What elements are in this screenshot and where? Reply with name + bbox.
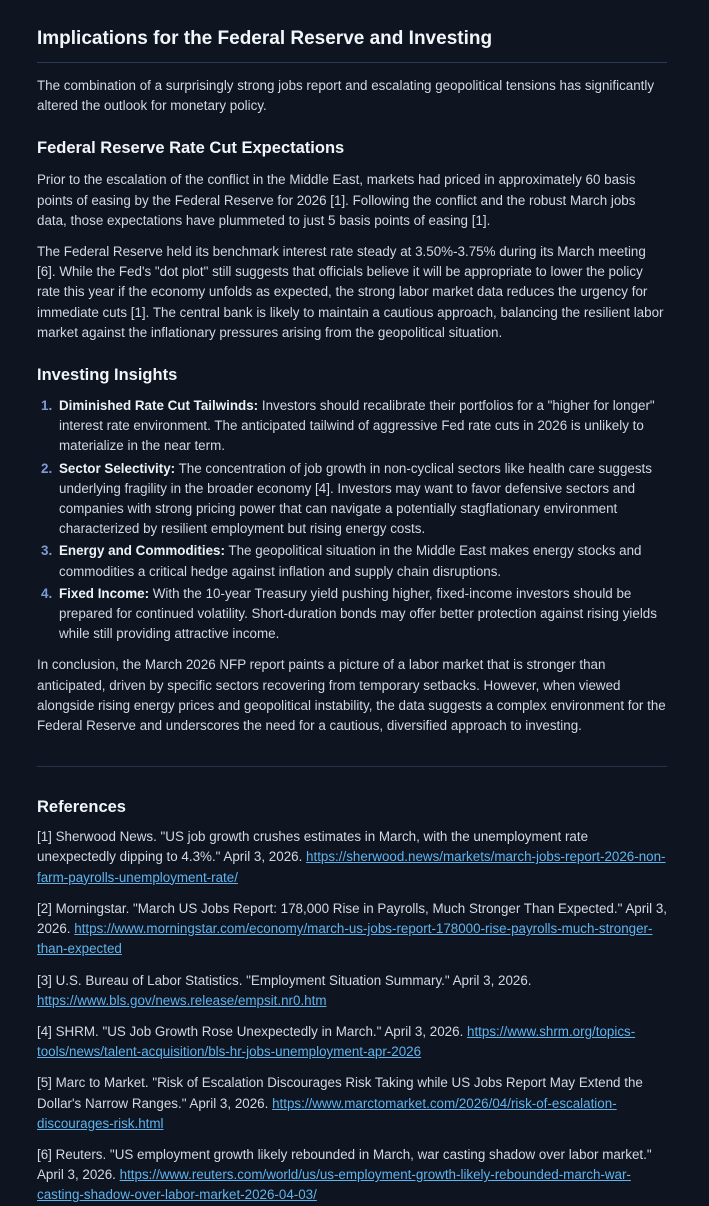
reference-item (37, 971, 667, 1011)
section-divider (37, 766, 667, 767)
reference-item (37, 899, 667, 960)
reference-text: [5] Marc to Market. "Risk of Escalation Discourages Risk Taking while US Jobs Report May Extend the Dollar's Narrow Ranges." April 3, 2026. (37, 1075, 643, 1111)
insight-title: Diminished Rate Cut Tailwinds: (59, 398, 259, 414)
list-number: 1. (41, 398, 53, 414)
reference-text: [1] Sherwood News. "US job growth crushes estimates in March, with the unemployment rate unexpectedly dipping to 4.3%." April 3, 2026. (37, 829, 589, 865)
reference-item (37, 1022, 667, 1062)
reference-link[interactable]: https://www.reuters.com/world/us/us-employment-growth-likely-rebounded-march-war-casting-shadow-over-labor-market-2026-04-03/ (37, 1167, 631, 1203)
insight-title: Fixed Income: (59, 585, 150, 601)
list-number: 3. (41, 543, 53, 559)
insight-text: Investors should recalibrate their portfolios for a "higher for longer" interest rate environment. The anticipated tailwind of aggressive Fed rate cuts in 2026 is unlikely to materialize in the near term. (59, 398, 655, 454)
reference-text: [2] Morningstar. "March US Jobs Report: 178,000 Rise in Payrolls, Much Stronger Than Expected." April 3, 2026. (37, 900, 667, 937)
reference-link[interactable]: https://www.shrm.org/topics-tools/news/talent-acquisition/bls-hr-jobs-unemployment-apr-2026 (37, 1023, 636, 1060)
references-list (37, 827, 667, 1205)
reference-item (37, 827, 667, 888)
insights-list (37, 396, 667, 644)
reference-item (37, 1073, 667, 1134)
reference-text: [4] SHRM. "US Job Growth Rose Unexpectedly in March." April 3, 2026. (37, 1023, 468, 1039)
insight-text: The geopolitical situation in the Middle East makes energy stocks and commodities a critical hedge against inflation and supply chain disruptions. (59, 543, 642, 579)
conclusion-paragraph: In conclusion, the March 2026 NFP report paints a picture of a labor market that is stronger than anticipated, driven by specific sectors recovering from temporary setbacks. However, when viewed alongside rising energy prices and geopolitical instability, the data suggests a complex environment for the Federal Reserve and underscores the need for a cautious, diversified approach to investing. (37, 657, 666, 734)
investing-insights-heading: Investing Insights (37, 366, 178, 385)
reference-link[interactable]: https://www.marctomarket.com/2026/04/risk-of-escalation-discourages-risk.html (37, 1095, 617, 1131)
list-item (37, 584, 667, 645)
reference-link[interactable]: https://www.bls.gov/news.release/empsit.nr0.htm (37, 992, 327, 1008)
insight-text: With the 10-year Treasury yield pushing higher, fixed-income investors should be prepared for continued volatility. Short-duration bonds may offer better protection against rising yields while still providing attractive income. (59, 585, 657, 642)
reference-text: [3] U.S. Bureau of Labor Statistics. "Employment Situation Summary." April 3, 2026. (37, 972, 532, 988)
insight-text: The concentration of job growth in non-cyclical sectors like health care suggests underlying fragility in the broader economy [4]. Investors may want to favor defensive sectors and companies with strong pricing power that can navigate a potentially stagflationary environment characterized by resilient employment but rising energy costs. (59, 460, 652, 537)
fed-rate-heading: Federal Reserve Rate Cut Expectations (37, 139, 345, 158)
list-number: 4. (41, 585, 53, 601)
references-heading: References (37, 798, 126, 817)
reference-item (37, 1145, 667, 1206)
fed-paragraph-2: The Federal Reserve held its benchmark interest rate steady at 3.50%-3.75% during its March meeting [6]. While the Fed's "dot plot" still suggests that officials believe it will be appropriate to lower the policy rate this year if the economy unfolds as expected, the strong labor market data reduces the urgency for immediate cuts [1]. The central bank is likely to maintain a cautious approach, balancing the resilient labor market against the inflationary pressures arising from the geopolitical situation. (37, 244, 664, 340)
list-item (37, 459, 667, 540)
fed-paragraph-1: Prior to the escalation of the conflict in the Middle East, markets had priced in approximately 60 basis points of easing by the Federal Reserve for 2026 [1]. Following the conflict and the robust March jobs data, those expectations have plummeted to just 5 basis points of easing [1]. (37, 172, 636, 228)
section-title: Implications for the Federal Reserve and Investing (37, 22, 667, 63)
list-item (37, 396, 667, 457)
list-item (37, 541, 667, 581)
insight-title: Energy and Commodities: (59, 543, 225, 559)
intro-paragraph: The combination of a surprisingly strong jobs report and escalating geopolitical tensions has significantly altered the outlook for monetary policy. (37, 78, 655, 114)
insight-title: Sector Selectivity: (59, 460, 176, 476)
reference-text: [6] Reuters. "US employment growth likely rebounded in March, war casting shadow over labor market." April 3, 2026. (37, 1146, 652, 1183)
reference-link[interactable]: https://www.morningstar.com/economy/march-us-jobs-report-178000-rise-payrolls-much-stronger-than-expected (37, 921, 653, 957)
list-number: 2. (41, 460, 53, 476)
reference-link[interactable]: https://sherwood.news/markets/march-jobs-report-2026-non-farm-payrolls-unemployment-rate/ (37, 849, 666, 885)
